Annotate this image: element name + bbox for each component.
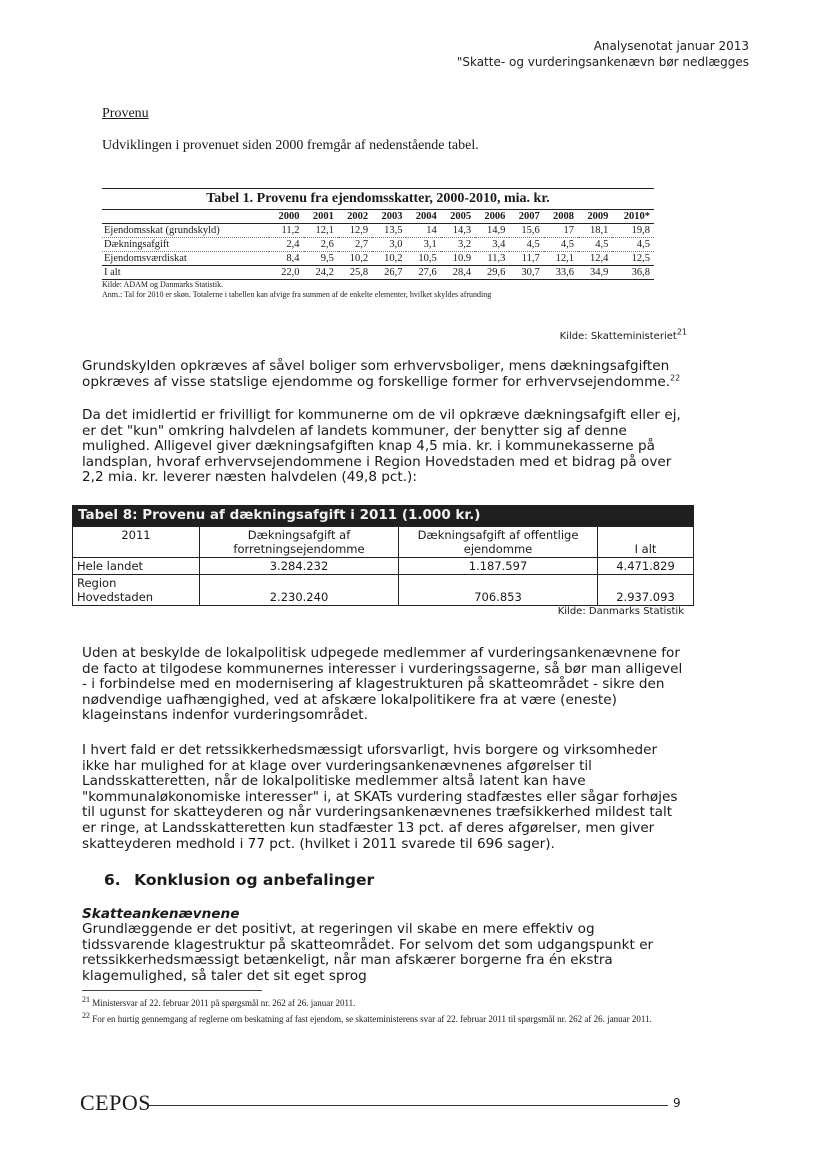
table-1-cell: 18,1 [578,224,612,238]
table-1-cell: 10,5 [406,252,440,266]
table-8-grid [72,526,694,606]
table-1-title: Tabel 1. Provenu fra ejendomsskatter, 2000-2010, mia. kr. [102,188,654,210]
table-1-cell: 3,4 [475,238,509,252]
footnote-21-number: 21 [82,995,90,1004]
footnote-divider [82,990,262,991]
table-8-header-year: 2011 [73,527,200,558]
table-8-cell: 2.230.240 [200,575,399,606]
table-8-cell: 3.284.232 [200,558,399,575]
table-1-cell: 4,5 [612,238,654,252]
table-1-row-label: I alt [102,266,269,280]
table-8 [72,505,694,617]
section-6-heading [104,871,374,889]
table-row [73,558,694,575]
table-1-row-label: Ejendomsskat (grundskyld) [102,224,269,238]
table-1-cell: 11,3 [475,252,509,266]
table-1-year-header: 2002 [338,210,372,224]
table-1-cell: 12,4 [578,252,612,266]
table-8-cell: 2.937.093 [598,575,694,606]
footer-brand: CEPOS [80,1090,151,1115]
paragraph-retssikkerhed: I hvert fald er det retssikkerhedsmæssigt uforsvarligt, hvis borgere og virksomheder ikke har mulighed for at klage over vurderingsankenævnenes afgørelser til Landsskatteretten, når de lokalpolitiske medlemmer altså latent kan have "kommunaløkonomiske interesser" i, at SKATs vurdering stadfæstes eller sågar forhøjes til ugunst for skatteyderen og når vurderingsankenævnenes træfsikkerhed mildest talt er ringe, at Landsskatteretten kun stadfæster 13 pct. af deres afgørelser, men giver skatteyderen medhold i 77 pct. (hvilket i 2011 svarede til 696 sager). [82,742,678,852]
table-1-year-header: 2004 [406,210,440,224]
table-8-row-label: Hele landet [73,558,200,575]
table-8-header-total: I alt [598,527,694,558]
table-1-cell: 34,9 [578,266,612,280]
table-1-grid [102,210,654,280]
table-row [102,238,654,252]
table-1-cell: 12,9 [338,224,372,238]
table-row [102,224,654,238]
table-1-note: Anm.: Tal for 2010 er skøn. Totalerne i tabellen kan afvige fra summen af de enkelte elementer, hvilket skyldes afrunding [102,290,492,299]
table-1-cell: 3,1 [406,238,440,252]
paragraph-grundskyld-text: Grundskylden opkræves af såvel boliger som erhvervsboliger, mens dækningsafgiften opkræves af visse statslige ejendomme og forskellige former for erhvervsejendomme. [82,358,671,390]
table-1-cell: 2,6 [304,238,338,252]
table-1-cell: 26,7 [372,266,406,280]
table-1-cell: 2,4 [269,238,303,252]
table-1-year-header: 2007 [509,210,543,224]
table-1-year-header: 2010* [612,210,654,224]
table-8-row-label: Region Hovedstaden [73,575,200,606]
paragraph-grundskyld [82,359,684,390]
table-1-cell: 33,6 [544,266,578,280]
table-1-cell: 17 [544,224,578,238]
table-1-cell: 4,5 [509,238,543,252]
table-1-cell: 12,1 [304,224,338,238]
table-1-cell: 22,0 [269,266,303,280]
table-1-year-header: 2000 [269,210,303,224]
footnote-21 [82,995,692,1009]
table-1-cell: 13,5 [372,224,406,238]
provenu-heading: Provenu [102,106,149,121]
table-1-cell: 9,5 [304,252,338,266]
table-8-cell: 1.187.597 [399,558,598,575]
table-1-row-label: Ejendomsværdiskat [102,252,269,266]
table-1-cell: 3,2 [441,238,475,252]
table-1-cell: 14,9 [475,224,509,238]
table-1-cell: 19,8 [612,224,654,238]
page-number: 9 [673,1096,681,1110]
table-1-cell: 24,2 [304,266,338,280]
table-1-year-header: 2005 [441,210,475,224]
header-line-1: Analysenotat januar 2013 [593,39,749,53]
footnote-22-text: For en hurtig gennemgang af reglerne om beskatning af fast ejendom, se skatteministerens svar af 22. februar 2011 til spørgsmål nr. 262 af 26. januar 2011. [92,1014,652,1024]
table-1-cell: 12,5 [612,252,654,266]
section-6-number: 6. [104,871,121,889]
table-1-cell: 15,6 [509,224,543,238]
table-1-year-header: 2006 [475,210,509,224]
paragraph-lokalpolitik: Uden at beskylde de lokalpolitisk udpegede medlemmer af vurderingsankenævnene for de facto at tilgodese kommunernes interesser i vurderingssagerne, så bør man alligevel - i forbindelse med en modernisering af klagestrukturen på skatteområdet - sikre den nødvendige uafhængighed, ved at afskære lokalpolitikere fra at være (eneste) klageinstans indenfor vurderingsområdet. [82,645,683,724]
table-1-source: Kilde: ADAM og Danmarks Statistik. [102,280,224,289]
table-8-cell: 706.853 [399,575,598,606]
table-1-cell: 10.9 [441,252,475,266]
footnote-ref-21: 21 [676,327,687,337]
table-1-cell: 36,8 [612,266,654,280]
table-1-year-header: 2003 [372,210,406,224]
table-8-title: Tabel 8: Provenu af dækningsafgift i 2011 (1.000 kr.) [72,505,694,526]
table-row [73,575,694,606]
footnote-21-text: Ministersvar af 22. februar 2011 på spørgsmål nr. 262 af 26. januar 2011. [92,998,356,1008]
section-6-title: Konklusion og anbefalinger [134,871,375,889]
table-1-cell: 29,6 [475,266,509,280]
header-line-2: "Skatte- og vurderingsankenævn bør nedlægges [456,55,749,69]
table-1-cell: 14,3 [441,224,475,238]
footer-rule [148,1105,668,1106]
section-6-subheading: Skatteankenævnene [82,906,240,922]
table-8-source: Kilde: Danmarks Statistik [557,606,684,617]
footnote-22 [82,1011,692,1025]
table-1-cell: 14 [406,224,440,238]
table-1-cell: 12,1 [544,252,578,266]
table-1-year-header: 2008 [544,210,578,224]
section-6-paragraph: Grundlæggende er det positivt, at regeringen vil skabe en mere effektiv og tidssvarende klagestruktur på skatteområdet. For selvom det som udgangspunkt er retssikkerhedsmæssigt betænkeligt, når man afskærer borgerne fra én ekstra klagemulighed, så taler det sit eget sprog [82,921,654,984]
paragraph-daekningsafgift: Da det imidlertid er frivilligt for kommunerne om de vil opkræve dækningsafgift eller ej, er det "kun" omkring halvdelen af landets kommuner, der benytter sig af denne mulighed. Alligevel giver dækningsafgiften knap 4,5 mia. kr. i kommunekasserne på landsplan, hvoraf erhvervsejendommene i Region Hovedstaden med et bidrag på over 2,2 mia. kr. leverer næsten halvdelen (49,8 pct.): [82,407,681,486]
table-1-cell: 11,2 [269,224,303,238]
footnote-ref-22: 22 [670,373,681,383]
table-1-cell: 4,5 [544,238,578,252]
table-1-year-header: 2001 [304,210,338,224]
table-1-cell: 27,6 [406,266,440,280]
table-1-cell: 10,2 [338,252,372,266]
table-8-cell: 4.471.829 [598,558,694,575]
table-1-row-label: Dækningsafgift [102,238,269,252]
table-row [102,252,654,266]
table-1-cell: 25,8 [338,266,372,280]
table-1-cell: 4,5 [578,238,612,252]
table-1-year-header: 2009 [578,210,612,224]
page-header [457,38,749,70]
table-1-cell: 3,0 [372,238,406,252]
table-row [102,266,654,280]
table-1 [102,188,654,300]
table-1-cell: 10,2 [372,252,406,266]
table-1-cell: 28,4 [441,266,475,280]
provenu-intro: Udviklingen i provenuet siden 2000 fremgår af nedenstående tabel. [102,138,479,153]
footnote-22-number: 22 [82,1011,90,1020]
table-1-cell: 2,7 [338,238,372,252]
table-1-corner [102,210,269,224]
table-1-credit-text: Kilde: Skatteministeriet [559,331,677,342]
table-8-header-offentlige: Dækningsafgift af offentlige ejendomme [399,527,598,558]
table-1-cell: 8,4 [269,252,303,266]
table-8-header-forretning: Dækningsafgift af forretningsejendomme [200,527,399,558]
table-1-cell: 11,7 [509,252,543,266]
table-1-credit [559,327,687,342]
table-1-cell: 30,7 [509,266,543,280]
